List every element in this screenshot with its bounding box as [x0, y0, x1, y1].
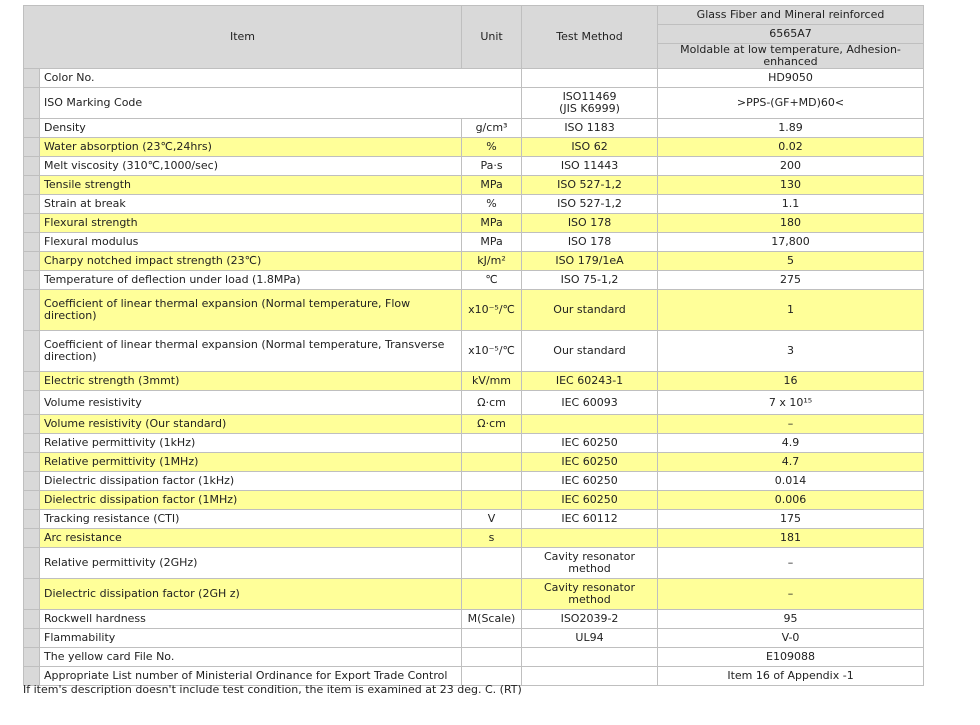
table-row — [24, 290, 924, 331]
row-gutter — [24, 510, 40, 529]
unit-cell: ℃ — [462, 271, 522, 290]
row-gutter — [24, 548, 40, 579]
row-gutter — [24, 391, 40, 415]
test-method-cell: Cavity resonator method — [522, 579, 658, 610]
unit-cell: M(Scale) — [462, 610, 522, 629]
table-row — [24, 548, 924, 579]
property-label: Dielectric dissipation factor (1kHz) — [40, 472, 462, 491]
property-label: Appropriate List number of Ministerial Ordinance for Export Trade Control — [40, 667, 462, 686]
properties-sheet — [23, 5, 924, 686]
row-gutter — [24, 69, 40, 88]
property-label: Strain at break — [40, 195, 462, 214]
unit-cell — [462, 629, 522, 648]
table-row — [24, 119, 924, 138]
property-label: Rockwell hardness — [40, 610, 462, 629]
table-row — [24, 252, 924, 271]
value-cell: 1 — [658, 290, 924, 331]
unit-cell — [462, 434, 522, 453]
test-method-cell: Our standard — [522, 290, 658, 331]
table-row — [24, 415, 924, 434]
row-gutter — [24, 648, 40, 667]
test-method-cell: ISO11469 (JIS K6999) — [522, 88, 658, 119]
row-gutter — [24, 472, 40, 491]
test-method-cell — [522, 648, 658, 667]
value-cell: 130 — [658, 176, 924, 195]
table-row — [24, 510, 924, 529]
property-label: Relative permittivity (2GHz) — [40, 548, 462, 579]
header-grade-note: Moldable at low temperature, Adhesion-enhanced — [658, 44, 924, 69]
unit-cell — [462, 453, 522, 472]
table-row — [24, 491, 924, 510]
table-row — [24, 69, 924, 88]
row-gutter — [24, 157, 40, 176]
footnote: If item's description doesn't include test condition, the item is examined at 23 deg. C. (RT) — [23, 683, 522, 696]
unit-cell — [462, 491, 522, 510]
value-cell: 1.1 — [658, 195, 924, 214]
row-gutter — [24, 529, 40, 548]
header-item: Item — [24, 6, 462, 69]
value-cell: – — [658, 579, 924, 610]
row-gutter — [24, 176, 40, 195]
table-row — [24, 629, 924, 648]
test-method-cell: ISO2039-2 — [522, 610, 658, 629]
value-cell: 175 — [658, 510, 924, 529]
property-label: Volume resistivity — [40, 391, 462, 415]
table-row — [24, 579, 924, 610]
unit-cell — [462, 648, 522, 667]
table-row — [24, 529, 924, 548]
value-cell: 17,800 — [658, 233, 924, 252]
header-test-method: Test Method — [522, 6, 658, 69]
value-cell: 95 — [658, 610, 924, 629]
test-method-cell: IEC 60243-1 — [522, 372, 658, 391]
table-row — [24, 214, 924, 233]
unit-cell — [462, 548, 522, 579]
row-gutter — [24, 88, 40, 119]
unit-cell: g/cm³ — [462, 119, 522, 138]
row-gutter — [24, 453, 40, 472]
value-cell: 4.7 — [658, 453, 924, 472]
test-method-cell: IEC 60250 — [522, 453, 658, 472]
property-label: Coefficient of linear thermal expansion (Normal temperature, Transverse direction) — [40, 331, 462, 372]
property-label: Dielectric dissipation factor (1MHz) — [40, 491, 462, 510]
test-method-cell: ISO 178 — [522, 233, 658, 252]
value-cell: 200 — [658, 157, 924, 176]
row-gutter — [24, 271, 40, 290]
row-gutter — [24, 331, 40, 372]
header-grade-family: Glass Fiber and Mineral reinforced — [658, 6, 924, 25]
unit-cell: Ω·cm — [462, 391, 522, 415]
value-cell: – — [658, 415, 924, 434]
value-cell: 7 x 10¹⁵ — [658, 391, 924, 415]
property-label: Coefficient of linear thermal expansion (Normal temperature, Flow direction) — [40, 290, 462, 331]
unit-cell — [462, 472, 522, 491]
test-method-cell: ISO 11443 — [522, 157, 658, 176]
table-row — [24, 157, 924, 176]
row-gutter — [24, 195, 40, 214]
test-method-cell: ISO 62 — [522, 138, 658, 157]
unit-cell: MPa — [462, 233, 522, 252]
property-label: Density — [40, 119, 462, 138]
value-cell: 0.02 — [658, 138, 924, 157]
row-gutter — [24, 138, 40, 157]
property-label: Relative permittivity (1kHz) — [40, 434, 462, 453]
row-gutter — [24, 372, 40, 391]
properties-body — [24, 69, 924, 686]
row-gutter — [24, 579, 40, 610]
value-cell: 0.014 — [658, 472, 924, 491]
property-label: Flexural strength — [40, 214, 462, 233]
property-label: Tensile strength — [40, 176, 462, 195]
header-grade: 6565A7 — [658, 25, 924, 44]
table-row — [24, 176, 924, 195]
value-cell: 3 — [658, 331, 924, 372]
value-cell: HD9050 — [658, 69, 924, 88]
test-method-cell: IEC 60250 — [522, 434, 658, 453]
unit-cell: MPa — [462, 176, 522, 195]
value-cell: 1.89 — [658, 119, 924, 138]
test-method-cell: IEC 60093 — [522, 391, 658, 415]
test-method-cell: Our standard — [522, 331, 658, 372]
test-method-cell: IEC 60112 — [522, 510, 658, 529]
row-gutter — [24, 290, 40, 331]
unit-cell: V — [462, 510, 522, 529]
property-label: Dielectric dissipation factor (2GH z) — [40, 579, 462, 610]
value-cell: Item 16 of Appendix -1 — [658, 667, 924, 686]
row-gutter — [24, 214, 40, 233]
unit-cell: x10⁻⁵/℃ — [462, 290, 522, 331]
unit-cell: s — [462, 529, 522, 548]
test-method-cell: ISO 75-1,2 — [522, 271, 658, 290]
table-row — [24, 233, 924, 252]
row-gutter — [24, 491, 40, 510]
unit-cell: Ω·cm — [462, 415, 522, 434]
value-cell: V-0 — [658, 629, 924, 648]
property-label: Temperature of deflection under load (1.8MPa) — [40, 271, 462, 290]
test-method-cell: Cavity resonator method — [522, 548, 658, 579]
properties-table — [23, 5, 924, 686]
property-label: The yellow card File No. — [40, 648, 462, 667]
test-method-cell — [522, 667, 658, 686]
property-label: Electric strength (3mmt) — [40, 372, 462, 391]
value-cell: 16 — [658, 372, 924, 391]
table-row — [24, 434, 924, 453]
property-label: Tracking resistance (CTI) — [40, 510, 462, 529]
test-method-cell — [522, 529, 658, 548]
row-gutter — [24, 233, 40, 252]
property-label: Water absorption (23℃,24hrs) — [40, 138, 462, 157]
test-method-cell — [522, 415, 658, 434]
test-method-cell: ISO 178 — [522, 214, 658, 233]
header-unit: Unit — [462, 6, 522, 69]
property-label: Relative permittivity (1MHz) — [40, 453, 462, 472]
table-row — [24, 88, 924, 119]
table-row — [24, 195, 924, 214]
row-gutter — [24, 629, 40, 648]
table-row — [24, 271, 924, 290]
test-method-cell: IEC 60250 — [522, 472, 658, 491]
row-gutter — [24, 434, 40, 453]
property-label: Arc resistance — [40, 529, 462, 548]
unit-cell: kV/mm — [462, 372, 522, 391]
unit-cell: MPa — [462, 214, 522, 233]
unit-cell — [462, 579, 522, 610]
property-label: Color No. — [40, 69, 522, 88]
value-cell: 275 — [658, 271, 924, 290]
row-gutter — [24, 119, 40, 138]
property-label: Charpy notched impact strength (23℃) — [40, 252, 462, 271]
test-method-cell: ISO 527-1,2 — [522, 195, 658, 214]
test-method-cell: ISO 179/1eA — [522, 252, 658, 271]
test-method-cell: IEC 60250 — [522, 491, 658, 510]
property-label: Flammability — [40, 629, 462, 648]
value-cell: 0.006 — [658, 491, 924, 510]
test-method-cell — [522, 69, 658, 88]
test-method-cell: UL94 — [522, 629, 658, 648]
table-row — [24, 453, 924, 472]
property-label: Volume resistivity (Our standard) — [40, 415, 462, 434]
test-method-cell: ISO 1183 — [522, 119, 658, 138]
value-cell: E109088 — [658, 648, 924, 667]
table-row — [24, 648, 924, 667]
value-cell: 180 — [658, 214, 924, 233]
row-gutter — [24, 252, 40, 271]
unit-cell: % — [462, 195, 522, 214]
row-gutter — [24, 610, 40, 629]
value-cell: 5 — [658, 252, 924, 271]
property-label: Flexural modulus — [40, 233, 462, 252]
row-gutter — [24, 415, 40, 434]
table-row — [24, 472, 924, 491]
table-row — [24, 331, 924, 372]
property-label: ISO Marking Code — [40, 88, 522, 119]
property-label: Melt viscosity (310℃,1000/sec) — [40, 157, 462, 176]
unit-cell: x10⁻⁵/℃ — [462, 331, 522, 372]
unit-cell: kJ/m² — [462, 252, 522, 271]
value-cell: – — [658, 548, 924, 579]
unit-cell: Pa·s — [462, 157, 522, 176]
test-method-cell: ISO 527-1,2 — [522, 176, 658, 195]
table-row — [24, 138, 924, 157]
value-cell: 181 — [658, 529, 924, 548]
table-row — [24, 372, 924, 391]
value-cell: >PPS-(GF+MD)60< — [658, 88, 924, 119]
table-row — [24, 610, 924, 629]
value-cell: 4.9 — [658, 434, 924, 453]
unit-cell: % — [462, 138, 522, 157]
table-row — [24, 391, 924, 415]
